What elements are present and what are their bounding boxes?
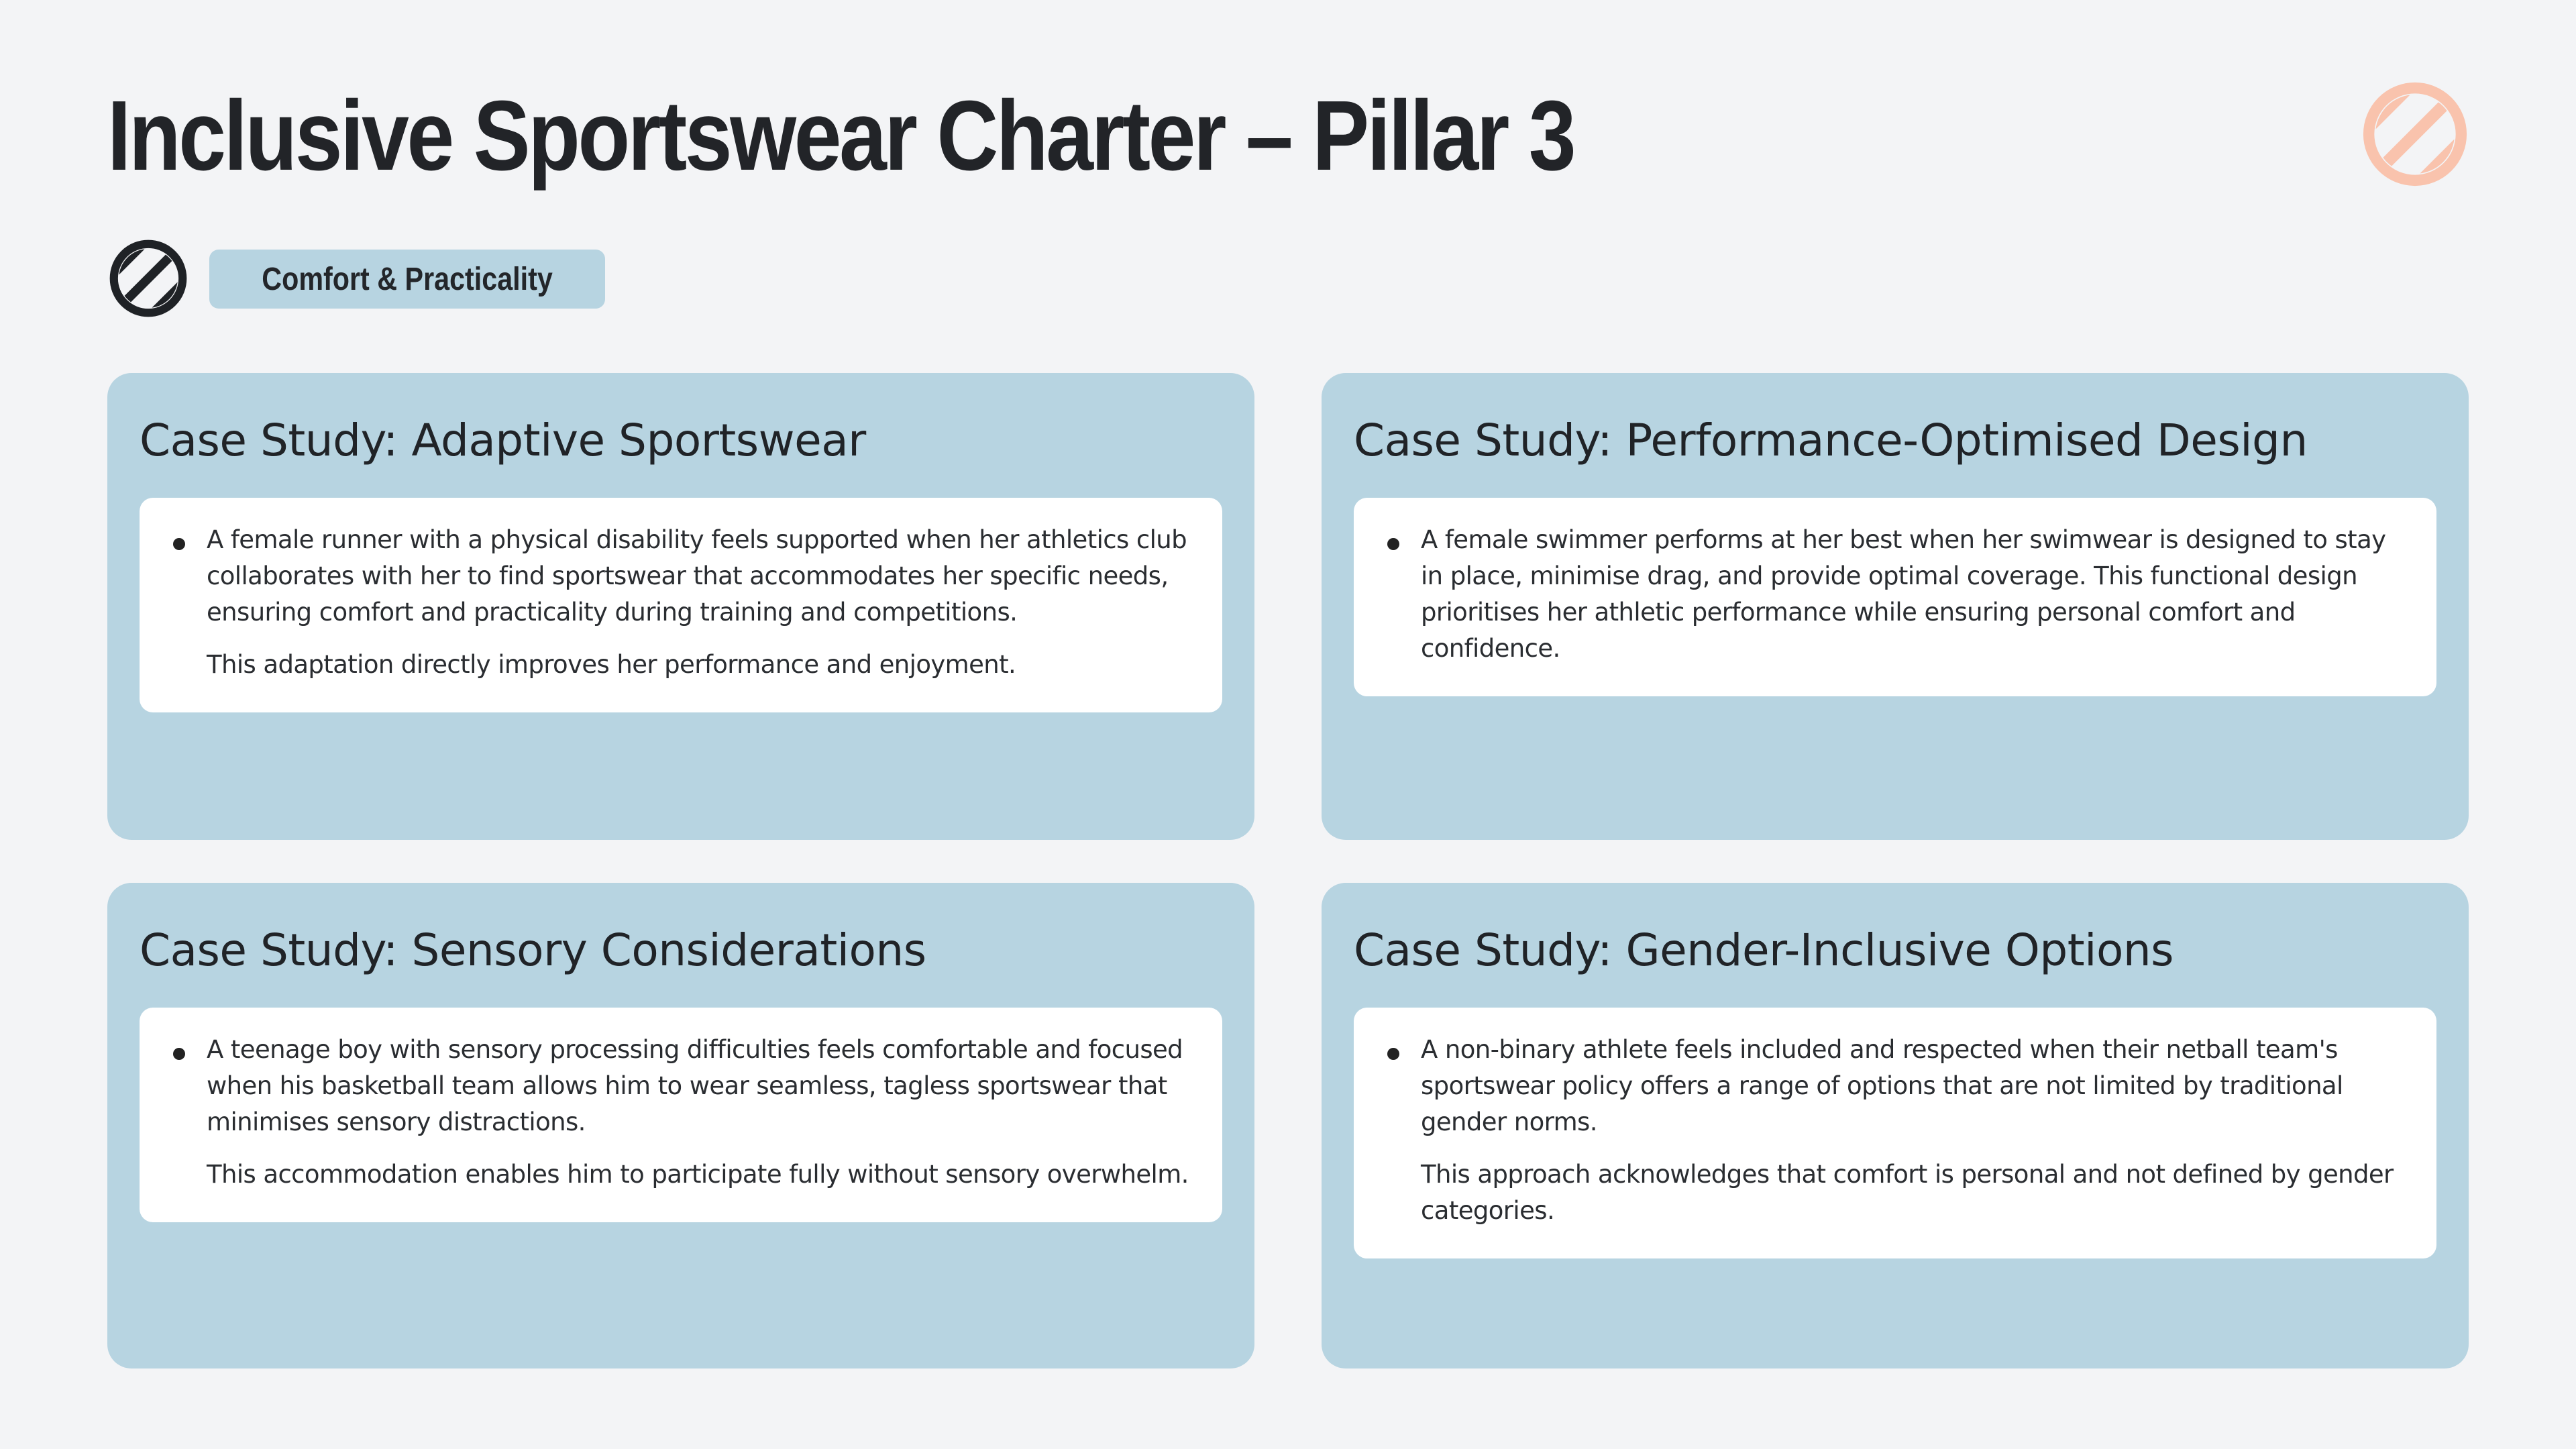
brand-slash-circle-icon xyxy=(2360,79,2470,189)
card-body xyxy=(140,498,1222,712)
card-title: Case Study: Adaptive Sportswear xyxy=(140,415,866,466)
case-study-card-sensory xyxy=(107,883,1254,1368)
bullet-dot-icon xyxy=(1387,1048,1399,1060)
bullet-dot-icon xyxy=(1387,538,1399,550)
bullet-dot-icon xyxy=(173,538,185,550)
card-body xyxy=(1354,1008,2436,1258)
pillar-label: Comfort & Practicality xyxy=(262,261,553,297)
card-bullet-text: A female runner with a physical disability feels supported when her athletics club collaborates with her to find sportswear that accommodates her specific needs, ensuring comfort and practicality during training and competitions. xyxy=(207,525,1187,627)
card-title: Case Study: Performance-Optimised Design xyxy=(1354,415,2308,466)
pillar-badge xyxy=(209,250,605,309)
case-study-card-performance xyxy=(1322,373,2469,840)
card-bullet-text: A teenage boy with sensory processing difficulties feels comfortable and focused when his basketball team allows him to wear seamless, tagless sportswear that minimises sensory distractions. xyxy=(207,1035,1183,1136)
card-note-text: This accommodation enables him to participate fully without sensory overwhelm. xyxy=(207,1160,1189,1189)
card-title: Case Study: Sensory Considerations xyxy=(140,924,926,976)
case-study-card-adaptive xyxy=(107,373,1254,840)
card-body xyxy=(1354,498,2436,696)
card-note-text: This approach acknowledges that comfort is personal and not defined by gender categories. xyxy=(1421,1160,2394,1225)
card-bullet-text: A non-binary athlete feels included and respected when their netball team's sportswear policy offers a range of options that are not limited by traditional gender norms. xyxy=(1421,1035,2343,1136)
page-title: Inclusive Sportswear Charter – Pillar 3 xyxy=(107,80,1574,191)
case-study-card-gender-inclusive xyxy=(1322,883,2469,1368)
card-bullet-text: A female swimmer performs at her best when her swimwear is designed to stay in place, minimise drag, and provide optimal coverage. This functional design prioritises her athletic performance while ensuring personal comfort and confidence. xyxy=(1421,525,2386,663)
card-note-text: This adaptation directly improves her performance and enjoyment. xyxy=(207,650,1016,679)
card-title: Case Study: Gender-Inclusive Options xyxy=(1354,924,2174,976)
card-body xyxy=(140,1008,1222,1222)
pillar-brand-icon xyxy=(107,237,189,319)
bullet-dot-icon xyxy=(173,1048,185,1060)
